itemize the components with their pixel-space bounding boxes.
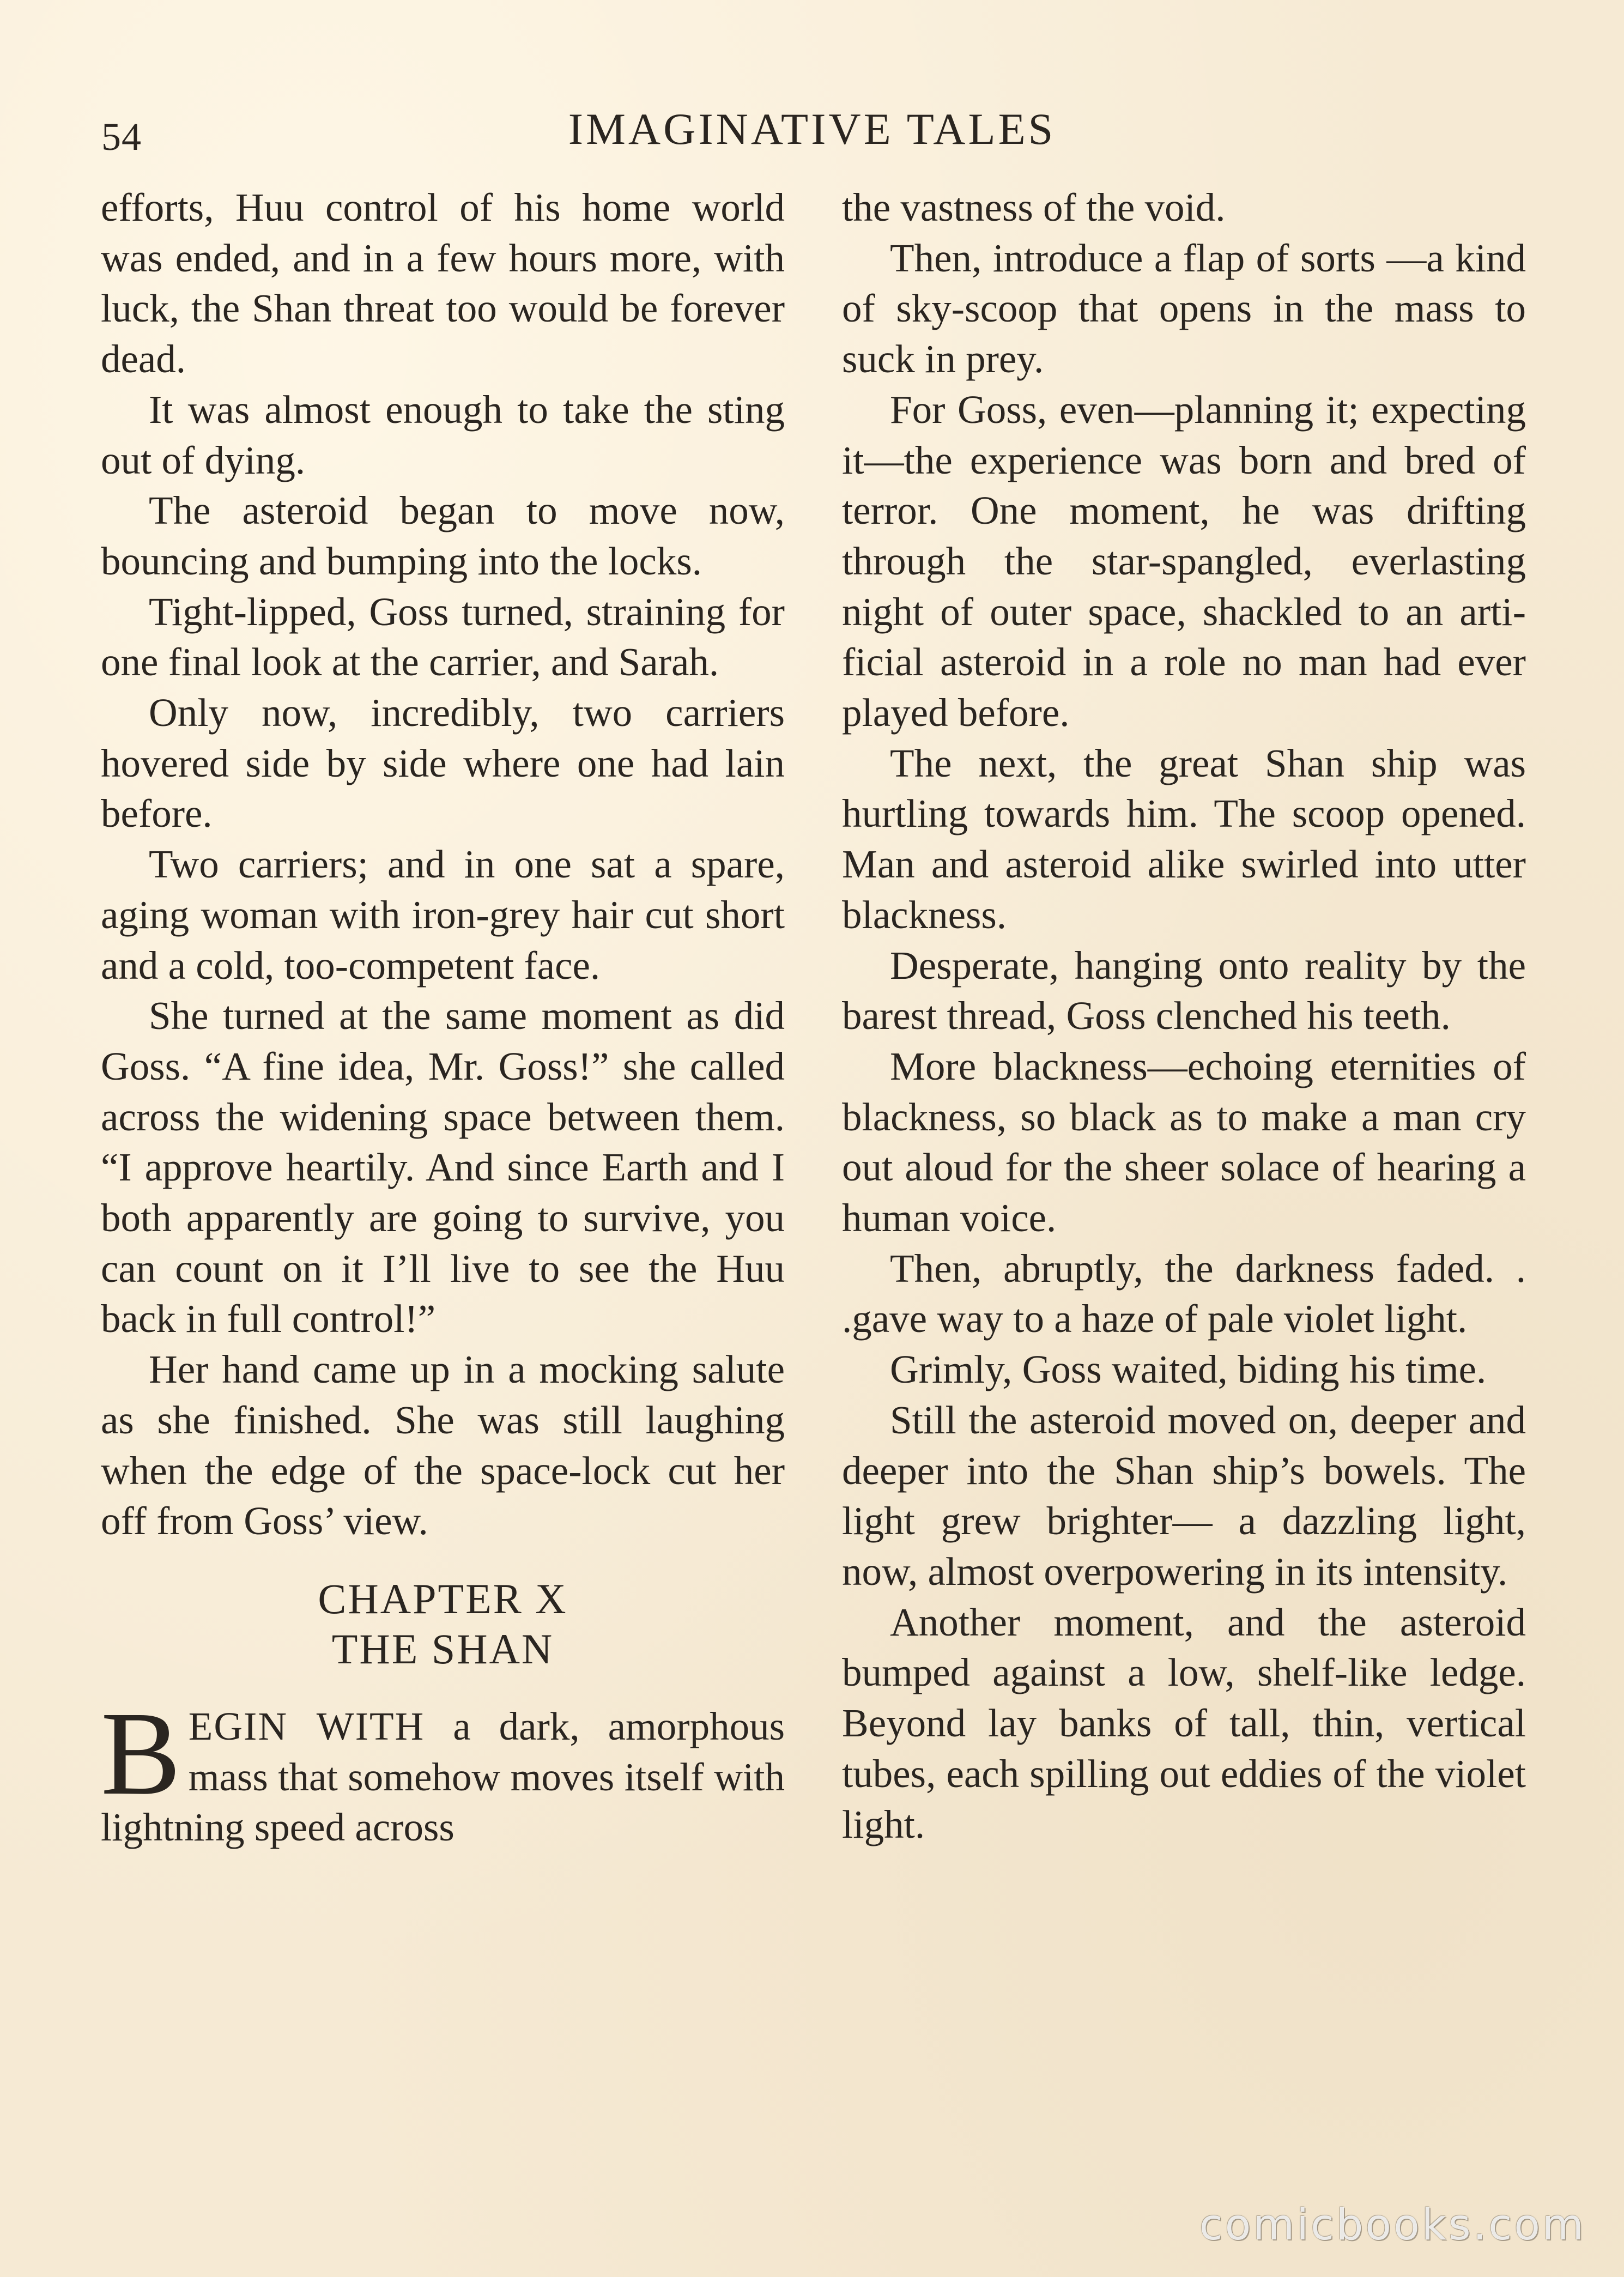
running-head-title: IMAGINATIVE TALES <box>568 104 1056 154</box>
page-number: 54 <box>101 115 142 159</box>
paragraph: Tight-lipped, Goss turned, straining for one final look at the carrier, and Sarah. <box>101 589 785 685</box>
paragraph: For Goss, even—planning it; expecting it—the experience was born and bred of terror. One moment, he was drifting through the star-spangled, everlasting night of outer space, shackled to an artificial asteroid in a role no man had ever played before. <box>842 387 1526 735</box>
right-column <box>842 183 1526 1850</box>
paragraph: Her hand came up in a mocking salute as she finished. She was still laughing when the edge of the space-lock cut her off from Goss’ view. <box>101 1347 785 1543</box>
chapter-opening-paragraph <box>101 1686 785 1853</box>
paragraph: Then, abruptly, the darkness faded. . .gave way to a haze of pale violet light. <box>842 1246 1526 1341</box>
site-watermark: comicbooks.com <box>1199 2201 1586 2250</box>
left-column <box>101 183 785 1853</box>
paragraph: Then, introduce a flap of sorts —a kind of sky-scoop that opens in the mass to suck in prey. <box>842 235 1526 381</box>
paragraph: More blackness—echoing eternities of blackness, so black as to make a man cry out aloud for the sheer solace of hearing a human voice. <box>842 1044 1526 1240</box>
opening-text: a dark, amorphous mass that somehow moves itself with lightning speed across <box>101 1704 785 1850</box>
paragraph: Two carriers; and in one sat a spare, aging woman with iron-grey hair cut short and a cold, too-competent face. <box>101 842 785 988</box>
paragraph: efforts, Huu control of his home world was ended, and in a few hours more, with luck, the Shan threat too would be forever dead. <box>101 185 785 381</box>
paragraph: the vastness of the void. <box>842 185 1226 229</box>
paragraph: Another moment, and the asteroid bumped against a low, shelf-like ledge. Beyond lay banks of tall, thin, vertical tubes, each spilling out eddies of the violet light. <box>842 1600 1526 1846</box>
chapter-title: THE SHAN <box>331 1625 554 1673</box>
paragraph: Desperate, hanging onto reality by the barest thread, Goss clenched his teeth. <box>842 943 1526 1038</box>
paragraph: She turned at the same moment as did Goss. “A fine idea, Mr. Goss!” she called across the widening space between them. “I approve heartily. And since Earth and I both apparently are going to survive, you can count on it I’ll live to see the Huu back in full control!” <box>101 994 785 1341</box>
chapter-number: CHAPTER X <box>318 1574 568 1622</box>
chapter-heading <box>101 1574 785 1674</box>
paragraph: Still the asteroid moved on, deeper and deeper into the Shan ship’s bowels. The light grew brighter— a dazzling light, now, almost overpowering in its intensity. <box>842 1397 1526 1594</box>
paragraph: It was almost enough to take the sting out of dying. <box>101 387 785 482</box>
paragraph: The asteroid began to move now, bouncing and bumping into the locks. <box>101 488 785 583</box>
paragraph: The next, the great Shan ship was hurtling towards him. The scoop opened. Man and asteroid alike swirled into utter blackness. <box>842 741 1526 937</box>
paragraph: Grimly, Goss waited, biding his time. <box>890 1347 1487 1392</box>
paragraph: Only now, incredibly, two carriers hovered side by side where one had lain before. <box>101 691 785 836</box>
opening-small-caps: EGIN WITH <box>188 1704 425 1748</box>
drop-cap: B <box>101 1686 181 1820</box>
